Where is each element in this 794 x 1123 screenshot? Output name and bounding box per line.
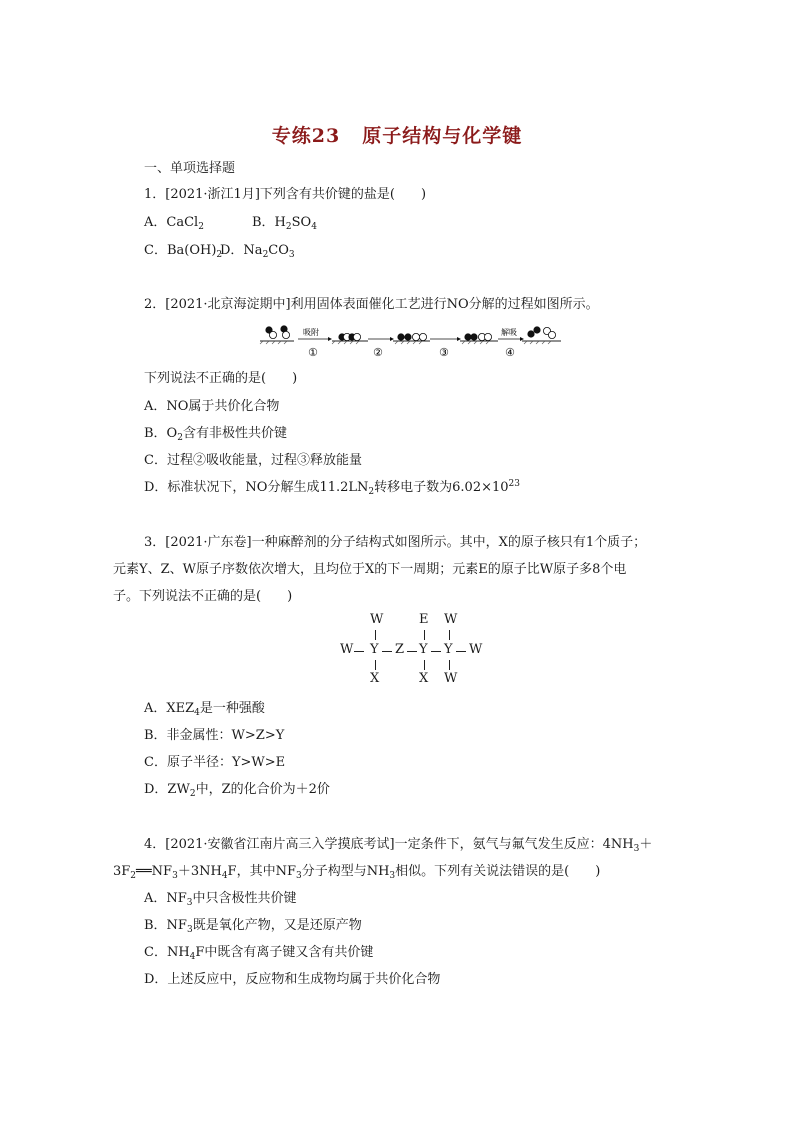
q4-option-c: C．$NH_4F$中既含有离子键又含有共价键 (144, 945, 374, 962)
atom-y2: Y (419, 642, 428, 657)
atom-w-top1: W (370, 612, 384, 627)
atom-w-left: W (340, 642, 354, 657)
atom-x-bot2: X (419, 671, 429, 686)
atom-y3: Y (444, 642, 453, 657)
q1-option-c: C．$Ba(OH)_2$ (144, 243, 223, 260)
atom-e-top: E (419, 612, 429, 627)
q4-option-b: B．$NF_3$既是氧化产物，又是还原产物 (144, 918, 362, 935)
q3-option-a: A．$XEZ_4$是一种强酸 (144, 701, 265, 718)
label-desorb: 解吸 (501, 328, 517, 337)
q3-stem-line3: 子。下列说法不正确的是( ) (113, 589, 293, 604)
q2-stem: 2．[2021·北京海淀期中]利用固体表面催化工艺进行NO分解的过程如图所示。 (144, 297, 599, 312)
q2-option-c: C．过程②吸收能量，过程③释放能量 (144, 453, 362, 468)
atom-w-top2: W (444, 612, 458, 627)
q4-stem-line2: $3F_2══NF_3+3NH_4F$，其中$NF_3$分子构型与$NH_3$相似。下列有关说法错误的是( ) (113, 864, 601, 881)
q4-stem-line1: 4．[2021·安徽省江南片高三入学摸底考试]一定条件下，氨气与氟气发生反应：$4NH_3+$ (144, 837, 653, 854)
q1-option-a: A．CaCl$_2$ (144, 215, 204, 232)
q4-option-d: D．上述反应中，反应物和生成物均属于共价化合物 (144, 972, 441, 987)
q3-option-b: B．非金属性：W>Z>Y (144, 728, 285, 743)
q3-stem-line1: 3．[2021·广东卷]一种麻醉剂的分子结构式如图所示。其中，X的原子核只有1个质子； (144, 535, 647, 550)
q2-option-d: D．标准状况下，NO分解生成$11.2LN_2$转移电子数为$6.02\times 10^{23}$ (144, 479, 520, 497)
atom-w-right: W (469, 642, 483, 657)
step-2: ② (373, 346, 383, 359)
atom-x-bot1: X (370, 671, 380, 686)
atom-y1: Y (370, 642, 379, 657)
q2-option-b: B．$O_2$含有非极性共价键 (144, 426, 287, 443)
page-title: 专练23 原子结构与化学键 (271, 125, 523, 147)
q3-option-c: C．原子半径：Y>W>E (144, 755, 286, 770)
label-adsorb: 吸附 (303, 328, 319, 337)
q4-option-a: A．$NF_3$中只含极性共价键 (144, 891, 297, 908)
step-3: ③ (439, 346, 449, 359)
q2-ask: 下列说法不正确的是( ) (144, 371, 298, 386)
no-decomposition-diagram (258, 320, 563, 362)
q3-option-d: D．$ZW_2$中，Z的化合价为＋2价 (144, 782, 330, 799)
q1-option-b: B．$H_2SO_4$ (252, 215, 317, 232)
step-1: ① (308, 346, 318, 359)
step-4: ④ (505, 346, 515, 359)
molecular-structure (338, 612, 488, 686)
atom-z: Z (395, 642, 405, 657)
q3-stem-line2: 元素Y、Z、W原子序数依次增大，且均位于X的下一周期；元素E的原子比W原子多8个电 (113, 562, 627, 577)
q1-option-d: D．$Na_2CO_3$ (220, 243, 295, 260)
q2-option-a: A．NO属于共价化合物 (144, 399, 280, 414)
atom-w-bot: W (444, 671, 458, 686)
q1-stem: 1．[2021·浙江1月]下列含有共价键的盐是( ) (144, 187, 427, 202)
section-heading: 一、单项选择题 (144, 161, 236, 176)
